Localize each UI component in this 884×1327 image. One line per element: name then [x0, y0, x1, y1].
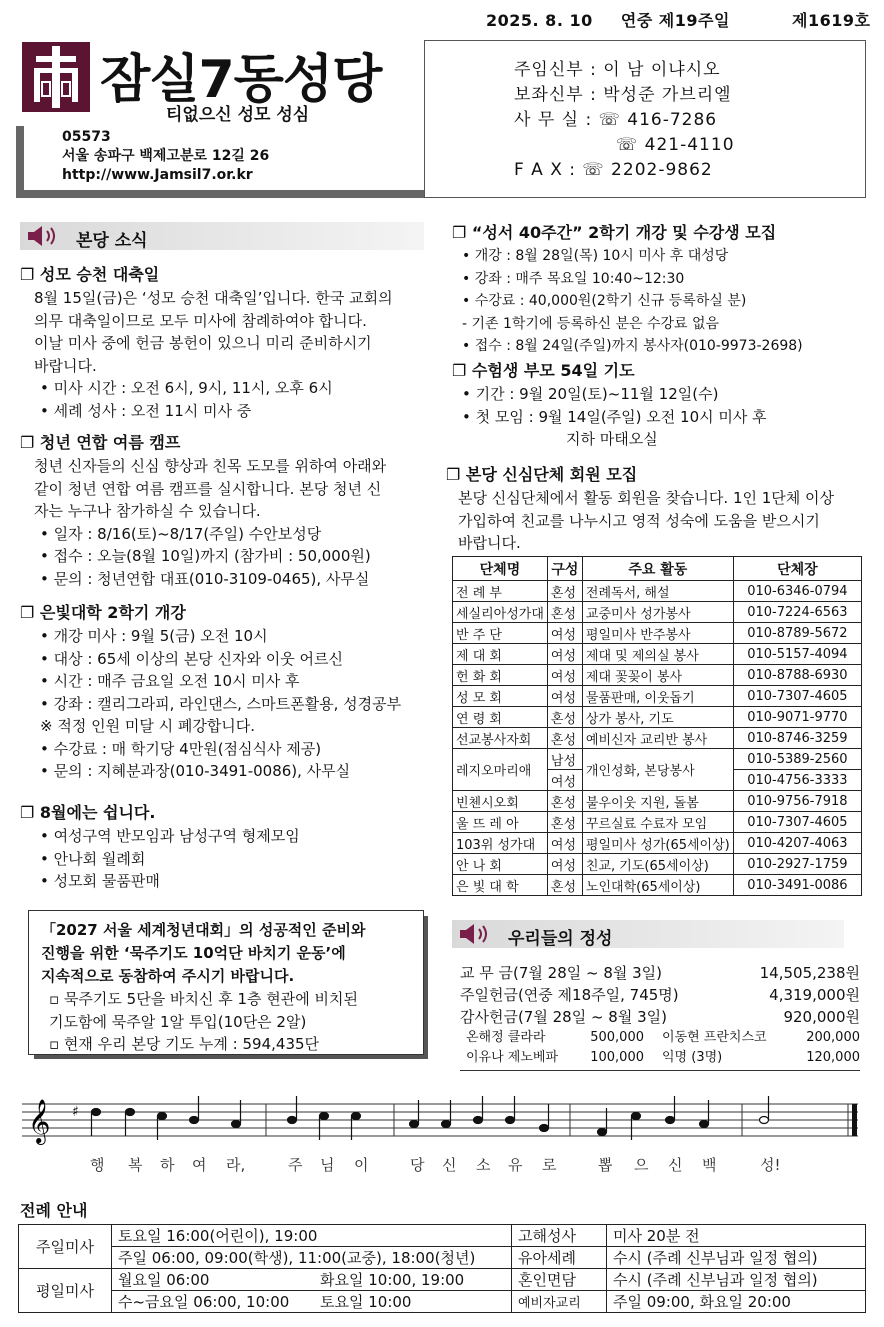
- section-title: ❐ 청년 연합 여름 캠프: [20, 433, 181, 452]
- list-item: • 세례 성사 : 오전 11시 미사 중: [40, 401, 252, 420]
- lyric-syllable: 주: [288, 1156, 303, 1174]
- offering-amount: 4,319,000원: [769, 986, 860, 1004]
- pastor: 주임신부 : 이 남 이냐시오: [514, 60, 721, 80]
- lyric-syllable: 유: [508, 1156, 523, 1174]
- group-phone: 010-7307-4605: [733, 686, 861, 707]
- offering-list: [460, 962, 860, 1071]
- group-name: 반 주 단: [453, 623, 548, 644]
- group-activity: 제대 및 제의실 봉사: [582, 644, 733, 665]
- group-activity: 노인대학(65세이상): [582, 875, 733, 896]
- lyric-syllable: 당: [410, 1156, 425, 1174]
- offering-divider: [460, 1070, 860, 1071]
- group-gender: 여성: [547, 854, 582, 875]
- list-item: • 문의 : 지혜분과장(010-3491-0086), 사무실: [40, 762, 351, 780]
- website-link[interactable]: http://www.Jamsil7.or.kr: [62, 167, 253, 183]
- group-gender: 혼성: [547, 707, 582, 728]
- list-item: 지하 마태오실: [566, 430, 658, 448]
- table-row: [453, 602, 862, 623]
- speaker-icon: [458, 924, 498, 948]
- service-detail: 수시 (주례 신부님과 일정 협의): [607, 1269, 866, 1291]
- music-note-icon: [288, 1117, 297, 1124]
- group-activity: 친교, 기도(65세이상): [582, 854, 733, 875]
- offering-banner: [452, 920, 844, 948]
- column-header: 주요 활동: [582, 557, 733, 581]
- group-activity: 교중미사 성가봉사: [582, 602, 733, 623]
- group-name: 연 령 회: [453, 707, 548, 728]
- list-item: • 접수 : 오늘(8월 10일)까지 (참가비 : 50,000원): [40, 547, 371, 565]
- service-detail: 미사 20분 전: [607, 1225, 866, 1247]
- donor-name: 이동현 프란치스코: [662, 1030, 767, 1045]
- group-activity: 불우이웃 지원, 돌봄: [582, 791, 733, 812]
- group-activity: 평일미사 반주봉사: [582, 623, 733, 644]
- bible-course-section: [452, 220, 872, 358]
- table-row: [453, 707, 862, 728]
- group-phone: 010-7224-6563: [733, 602, 861, 623]
- column-header: 단체명: [453, 557, 548, 581]
- sunday-mass-label: 주일미사: [19, 1225, 112, 1269]
- list-item: • 강좌 : 캘리그라피, 라인댄스, 스마트폰활용, 성경공부: [40, 694, 402, 713]
- notice-line: 진행을 위한 ‘묵주기도 10억단 바치기 운동’에: [41, 944, 346, 962]
- offering-amount: 14,505,238원: [759, 964, 860, 982]
- offering-label: 교 무 금(7월 28일 ~ 8월 3일): [460, 964, 663, 982]
- liturgical-season: 연중 제19주일: [620, 11, 730, 30]
- group-gender: 여성: [547, 665, 582, 686]
- group-name: 103위 성가대: [453, 833, 548, 854]
- lyric-syllable: 백: [702, 1156, 717, 1174]
- staff-list: [514, 58, 735, 183]
- office-phone: 사 무 실 : ☏ 416-7286: [514, 110, 718, 130]
- group-gender: 혼성: [547, 812, 582, 833]
- list-item: • 시간 : 매주 금요일 오전 10시 미사 후: [40, 672, 300, 690]
- schedule-cell: 수~금요일 06:00, 10:00: [112, 1291, 315, 1313]
- lyric-syllable: 소: [476, 1156, 491, 1174]
- notice-shadow-bottom: [34, 1055, 428, 1059]
- table-row: [453, 623, 862, 644]
- group-name: 성 모 회: [453, 686, 548, 707]
- service-label: 예비자교리: [512, 1291, 607, 1313]
- table-row: [19, 1247, 866, 1269]
- group-name: 레지오마리애: [453, 749, 548, 791]
- paragraph-line: 이날 미사 중에 헌금 봉헌이 있으니 미리 준비하시기: [34, 334, 372, 352]
- issue-number: 제1619호: [792, 11, 871, 30]
- lyric-syllable: 님: [320, 1156, 335, 1174]
- donor-amount: 500,000: [590, 1030, 644, 1045]
- column-header: 단체장: [733, 557, 861, 581]
- group-gender: 혼성: [547, 581, 582, 602]
- music-note-icon: [320, 1113, 329, 1120]
- notice-item: ▫ 현재 우리 본당 기도 누계 : 594,435단: [49, 1035, 320, 1053]
- group-phone: 010-8746-3259: [733, 728, 861, 749]
- group-activity: 제대 꽃꽂이 봉사: [582, 665, 733, 686]
- street-address: 서울 송파구 백제고분로 12길 26: [62, 148, 270, 164]
- group-phone: 010-9756-7918: [733, 791, 861, 812]
- table-row: [453, 665, 862, 686]
- music-note-icon: [410, 1121, 419, 1128]
- table-header-row: [453, 557, 862, 581]
- group-activity: 꾸르실료 수료자 모임: [582, 812, 733, 833]
- list-item: • 대상 : 65세 이상의 본당 신자와 이웃 어르신: [40, 649, 343, 668]
- issue-date: 2025. 8. 10: [486, 11, 593, 30]
- group-name: 선교봉사자회: [453, 728, 548, 749]
- service-label: 혼인면담: [512, 1269, 607, 1291]
- office-phone-2: ☏ 421-4110: [616, 135, 735, 155]
- service-detail: 수시 (주례 신부님과 일정 협의): [607, 1247, 866, 1269]
- paragraph-line: 자는 누구나 참가하실 수 있습니다.: [34, 502, 261, 520]
- list-item: • 수강료 : 매 학기당 4만원(점심식사 제공): [40, 739, 322, 758]
- group-activity: 평일미사 성가(65세이상): [582, 833, 733, 854]
- list-item: • 성모회 물품판매: [40, 872, 160, 890]
- lyric-syllable: 여: [192, 1156, 207, 1174]
- music-note-icon: [232, 1121, 241, 1128]
- list-item: • 안나회 월례회: [40, 849, 146, 868]
- section-title: ❐ 본당 신심단체 회원 모집: [446, 465, 638, 484]
- group-activity: 상가 봉사, 기도: [582, 707, 733, 728]
- notice-shadow: [424, 916, 428, 1059]
- donor-list: [460, 1028, 860, 1068]
- august-break-section: [20, 800, 430, 893]
- group-phone: 010-4756-3333: [733, 770, 861, 791]
- lyric-syllable: 뽑: [598, 1156, 613, 1174]
- group-phone: 010-8789-5672: [733, 623, 861, 644]
- lyric-syllable: 로: [542, 1156, 557, 1174]
- table-row: [453, 644, 862, 665]
- fax: F A X : ☏ 2202-9862: [514, 160, 713, 180]
- donor-row: [466, 1048, 860, 1068]
- list-item: • 일자 : 8/16(토)~8/17(주일) 수안보성당: [40, 524, 322, 543]
- section-title: ❐ 8월에는 쉽니다.: [20, 803, 156, 822]
- group-gender: 혼성: [547, 791, 582, 812]
- group-activity: 전례독서, 해설: [582, 581, 733, 602]
- music-note-icon: [474, 1117, 483, 1124]
- section-title: ❐ “성서 40주간” 2학기 개강 및 수강생 모집: [452, 223, 777, 242]
- lyric-syllable: 하: [160, 1156, 175, 1174]
- donor-amount: 200,000: [806, 1030, 860, 1045]
- service-detail: 주일 09:00, 화요일 20:00: [607, 1291, 866, 1313]
- music-note-icon: [506, 1117, 515, 1124]
- music-note-icon: [598, 1129, 607, 1136]
- assumption-section: [20, 262, 430, 422]
- donor-row: [466, 1028, 860, 1048]
- group-name: 전 례 부: [453, 581, 548, 602]
- group-activity: 개인성화, 본당봉사: [582, 749, 733, 791]
- header-shadow: [16, 126, 24, 198]
- list-item: • 기간 : 9월 20일(토)~11월 12일(수): [462, 385, 719, 403]
- paragraph-line: 바랍니다.: [34, 356, 97, 375]
- church-subtitle: 티없으신 성모 성심: [166, 105, 310, 125]
- notice-line: 「2027 서울 세계청년대회」의 성공적인 준비와: [41, 921, 366, 939]
- list-item: • 개강 미사 : 9월 5(금) 오전 10시: [40, 627, 268, 645]
- music-note-icon: [352, 1113, 361, 1120]
- notice-line: 지속적으로 동참하여 주시기 바랍니다.: [41, 967, 295, 985]
- list-item: • 수강료 : 40,000원(2학기 신규 등록하실 분): [462, 293, 747, 309]
- offering-amount: 920,000원: [783, 1008, 860, 1026]
- table-row: [453, 728, 862, 749]
- list-item: • 강좌 : 매주 목요일 10:40~12:30: [462, 270, 685, 287]
- music-note-icon: [442, 1121, 451, 1128]
- groups-table: [452, 556, 862, 896]
- group-gender: 혼성: [547, 875, 582, 896]
- schedule-cell: 화요일 10:00, 19:00: [314, 1269, 512, 1291]
- group-gender: 여성: [547, 623, 582, 644]
- group-gender: 혼성: [547, 728, 582, 749]
- paragraph-line: 의무 대축일이므로 모두 미사에 참례하여야 합니다.: [34, 311, 367, 330]
- table-row: [19, 1291, 866, 1313]
- music-note-icon: [540, 1125, 549, 1132]
- donor-name: 익명 (3명): [662, 1050, 723, 1065]
- group-phone: 010-7307-4605: [733, 812, 861, 833]
- lyric-syllable: 으: [634, 1156, 649, 1174]
- group-phone: 010-2927-1759: [733, 854, 861, 875]
- paragraph-line: 같이 청년 연합 여름 캠프를 실시합니다. 본당 청년 신: [34, 479, 382, 498]
- lyric-syllable: 성!: [760, 1156, 781, 1174]
- group-phone: 010-9071-9770: [733, 707, 861, 728]
- group-activity: 물품판매, 이웃돕기: [582, 686, 733, 707]
- table-row: [453, 791, 862, 812]
- group-phone: 010-8788-6930: [733, 665, 861, 686]
- group-gender: 여성: [547, 644, 582, 665]
- service-label: 유아세례: [512, 1247, 607, 1269]
- svg-text:𝄞: 𝄞: [28, 1099, 51, 1143]
- music-note-icon: [666, 1117, 675, 1124]
- notice-item: 기도함에 묵주알 1알 투입(10단은 2알): [49, 1012, 307, 1031]
- postal-code: 05573: [62, 129, 111, 145]
- list-item: • 접수 : 8월 24일(주일)까지 봉사자(010-9973-2698): [462, 338, 803, 354]
- lyric-syllable: 신: [442, 1156, 457, 1174]
- lyric-syllable: 행: [90, 1156, 105, 1174]
- table-row: [453, 749, 862, 770]
- table-row: [453, 854, 862, 875]
- svg-text:♯: ♯: [72, 1104, 79, 1120]
- section-title: ❐ 은빛대학 2학기 개강: [20, 603, 186, 622]
- column-header: 구성: [547, 557, 582, 581]
- table-row: [453, 581, 862, 602]
- silver-univ-section: [20, 600, 430, 783]
- schedule-cell: 토요일 10:00: [314, 1291, 512, 1313]
- church-name: 잠실7동성당: [100, 50, 382, 110]
- list-item: • 미사 시간 : 오전 6시, 9시, 11시, 오후 6시: [40, 379, 333, 397]
- hymn-staff: [22, 1090, 862, 1154]
- group-activity: 예비신자 교리반 봉사: [582, 728, 733, 749]
- music-note-icon: [92, 1109, 101, 1116]
- table-row: [19, 1225, 866, 1247]
- music-note-icon: [126, 1109, 135, 1116]
- lyric-syllable: 라,: [226, 1156, 246, 1174]
- hymn-lyrics: [22, 1154, 862, 1176]
- donor-amount: 120,000: [806, 1050, 860, 1065]
- exam-prayer-section: [452, 358, 872, 451]
- group-phone: 010-4207-4063: [733, 833, 861, 854]
- group-gender: 혼성: [547, 602, 582, 623]
- group-gender: 남성: [547, 749, 582, 770]
- speaker-icon: [26, 226, 66, 250]
- group-name: 울 뜨 레 아: [453, 812, 548, 833]
- table-row: [453, 875, 862, 896]
- group-name: 제 대 회: [453, 644, 548, 665]
- offering-label: 감사헌금(7월 28일 ~ 8월 3일): [460, 1008, 667, 1026]
- offering-row: [460, 962, 860, 984]
- list-item: - 기존 1학기에 등록하신 분은 수강료 없음: [462, 315, 720, 332]
- schedule-cell: 월요일 06:00: [112, 1269, 315, 1291]
- group-gender: 여성: [547, 770, 582, 791]
- offering-label: 주일헌금(연중 제18주일, 745명): [460, 986, 679, 1004]
- music-note-icon: [632, 1113, 641, 1120]
- section-title: ❐ 성모 승천 대축일: [20, 265, 160, 284]
- group-phone: 010-5389-2560: [733, 749, 861, 770]
- list-item: • 여성구역 반모임과 남성구역 형제모임: [40, 827, 300, 845]
- paragraph-line: 청년 신자들의 신심 향상과 친목 도모를 위하여 아래와: [34, 457, 387, 475]
- youth-camp-section: [20, 430, 430, 590]
- section-title: ❐ 수험생 부모 54일 기도: [452, 361, 635, 380]
- music-note-icon: [760, 1117, 769, 1124]
- music-note-icon: [190, 1117, 199, 1124]
- service-label: 고해성사: [512, 1225, 607, 1247]
- news-banner: [20, 222, 424, 250]
- donor-name: 이유나 제노베파: [466, 1050, 559, 1065]
- table-row: [453, 812, 862, 833]
- liturgy-title: 전례 안내: [20, 1201, 88, 1220]
- paragraph-line: 바랍니다.: [458, 534, 521, 552]
- paragraph-line: 8월 15일(금)은 ‘성모 승천 대축일’입니다. 한국 교회의: [34, 289, 393, 307]
- liturgy-table: [18, 1224, 866, 1313]
- offering-row: [460, 984, 860, 1006]
- notice-item: ▫ 묵주기도 5단을 바치신 후 1층 현관에 비치된: [49, 990, 358, 1008]
- group-gender: 여성: [547, 833, 582, 854]
- paragraph-line: 본당 신심단체에서 활동 회원을 찾습니다. 1인 1단체 이상: [458, 489, 835, 507]
- offering-row: [460, 1006, 860, 1028]
- lyric-syllable: 이: [354, 1156, 369, 1174]
- group-name: 헌 화 회: [453, 665, 548, 686]
- table-row: [453, 833, 862, 854]
- schedule-cell: 주일 06:00, 09:00(학생), 11:00(교중), 18:00(청년): [112, 1247, 512, 1269]
- news-banner-label: 본당 소식: [76, 231, 148, 251]
- group-phone: 010-3491-0086: [733, 875, 861, 896]
- issue-line: [486, 8, 871, 31]
- list-item: • 개강 : 8월 28일(목) 10시 미사 후 대성당: [462, 248, 729, 264]
- list-item: • 문의 : 청년연합 대표(010-3109-0465), 사무실: [40, 569, 370, 588]
- group-name: 안 나 회: [453, 854, 548, 875]
- paragraph-line: 가입하여 친교를 나누시고 영적 성숙에 도움을 받으시기: [458, 511, 820, 530]
- schedule-cell: 토요일 16:00(어린이), 19:00: [112, 1225, 512, 1247]
- list-item: • 첫 모임 : 9월 14일(주일) 오전 10시 미사 후: [462, 407, 767, 426]
- group-phone: 010-5157-4094: [733, 644, 861, 665]
- donor-name: 온해정 클라라: [466, 1030, 546, 1045]
- lyric-syllable: 신: [668, 1156, 683, 1174]
- lyric-syllable: 복: [128, 1156, 143, 1174]
- group-name: 빈첸시오회: [453, 791, 548, 812]
- list-item: ※ 적정 인원 미달 시 폐강합니다.: [40, 717, 256, 735]
- music-staff-icon: [22, 1090, 862, 1150]
- table-row: [453, 686, 862, 707]
- group-phone: 010-6346-0794: [733, 581, 861, 602]
- weekday-mass-label: 평일미사: [19, 1269, 112, 1313]
- church-logo-icon: [22, 42, 90, 112]
- table-row: [19, 1269, 866, 1291]
- assistant-priest: 보좌신부 : 박성준 가브리엘: [514, 85, 732, 105]
- church-address: [62, 128, 269, 185]
- group-gender: 여성: [547, 686, 582, 707]
- group-name: 세실리아성가대: [453, 602, 548, 623]
- group-name: 은 빛 대 학: [453, 875, 548, 896]
- music-note-icon: [158, 1113, 167, 1120]
- wyd-notice-box: [28, 910, 424, 1055]
- groups-section: [446, 462, 872, 555]
- offering-banner-label: 우리들의 정성: [508, 929, 613, 949]
- music-note-icon: [700, 1121, 709, 1128]
- donor-amount: 100,000: [590, 1050, 644, 1065]
